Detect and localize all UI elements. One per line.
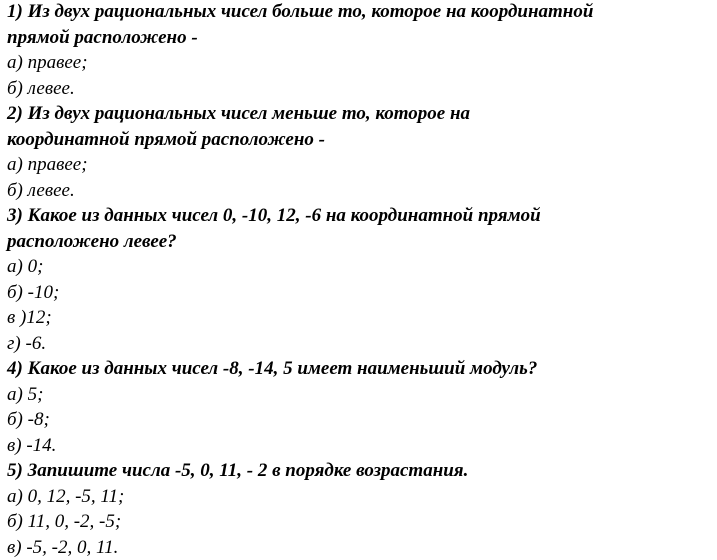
question-block: [7, 101, 713, 203]
answer-option: в )12;: [7, 305, 713, 331]
answer-option: г) -6.: [7, 331, 713, 357]
question-text: 1) Из двух рациональных чисел больше то, которое на координатной: [7, 0, 713, 25]
answer-option: б) -10;: [7, 280, 713, 306]
answer-option: б) 11, 0, -2, -5;: [7, 509, 713, 535]
answer-option: в) -14.: [7, 433, 713, 459]
question-text: координатной прямой расположено -: [7, 127, 713, 153]
answer-option: а) 0;: [7, 254, 713, 280]
question-text: 2) Из двух рациональных чисел меньше то, которое на: [7, 101, 713, 127]
question-block: [7, 0, 713, 101]
question-block: [7, 356, 713, 458]
answer-option: б) левее.: [7, 178, 713, 204]
answer-option: б) левее.: [7, 76, 713, 102]
question-block: [7, 458, 713, 560]
question-block: [7, 203, 713, 356]
question-text: 5) Запишите числа -5, 0, 11, - 2 в порядке возрастания.: [7, 458, 713, 484]
answer-option: а) правее;: [7, 50, 713, 76]
question-text: прямой расположено -: [7, 25, 713, 51]
question-text: 4) Какое из данных чисел -8, -14, 5 имеет наименьший модуль?: [7, 356, 713, 382]
question-text: расположено левее?: [7, 229, 713, 255]
answer-option: а) правее;: [7, 152, 713, 178]
answer-option: а) 0, 12, -5, 11;: [7, 484, 713, 510]
answer-option: б) -8;: [7, 407, 713, 433]
answer-option: в) -5, -2, 0, 11.: [7, 535, 713, 560]
quiz-sheet: [7, 0, 713, 560]
answer-option: а) 5;: [7, 382, 713, 408]
question-text: 3) Какое из данных чисел 0, -10, 12, -6 на координатной прямой: [7, 203, 713, 229]
